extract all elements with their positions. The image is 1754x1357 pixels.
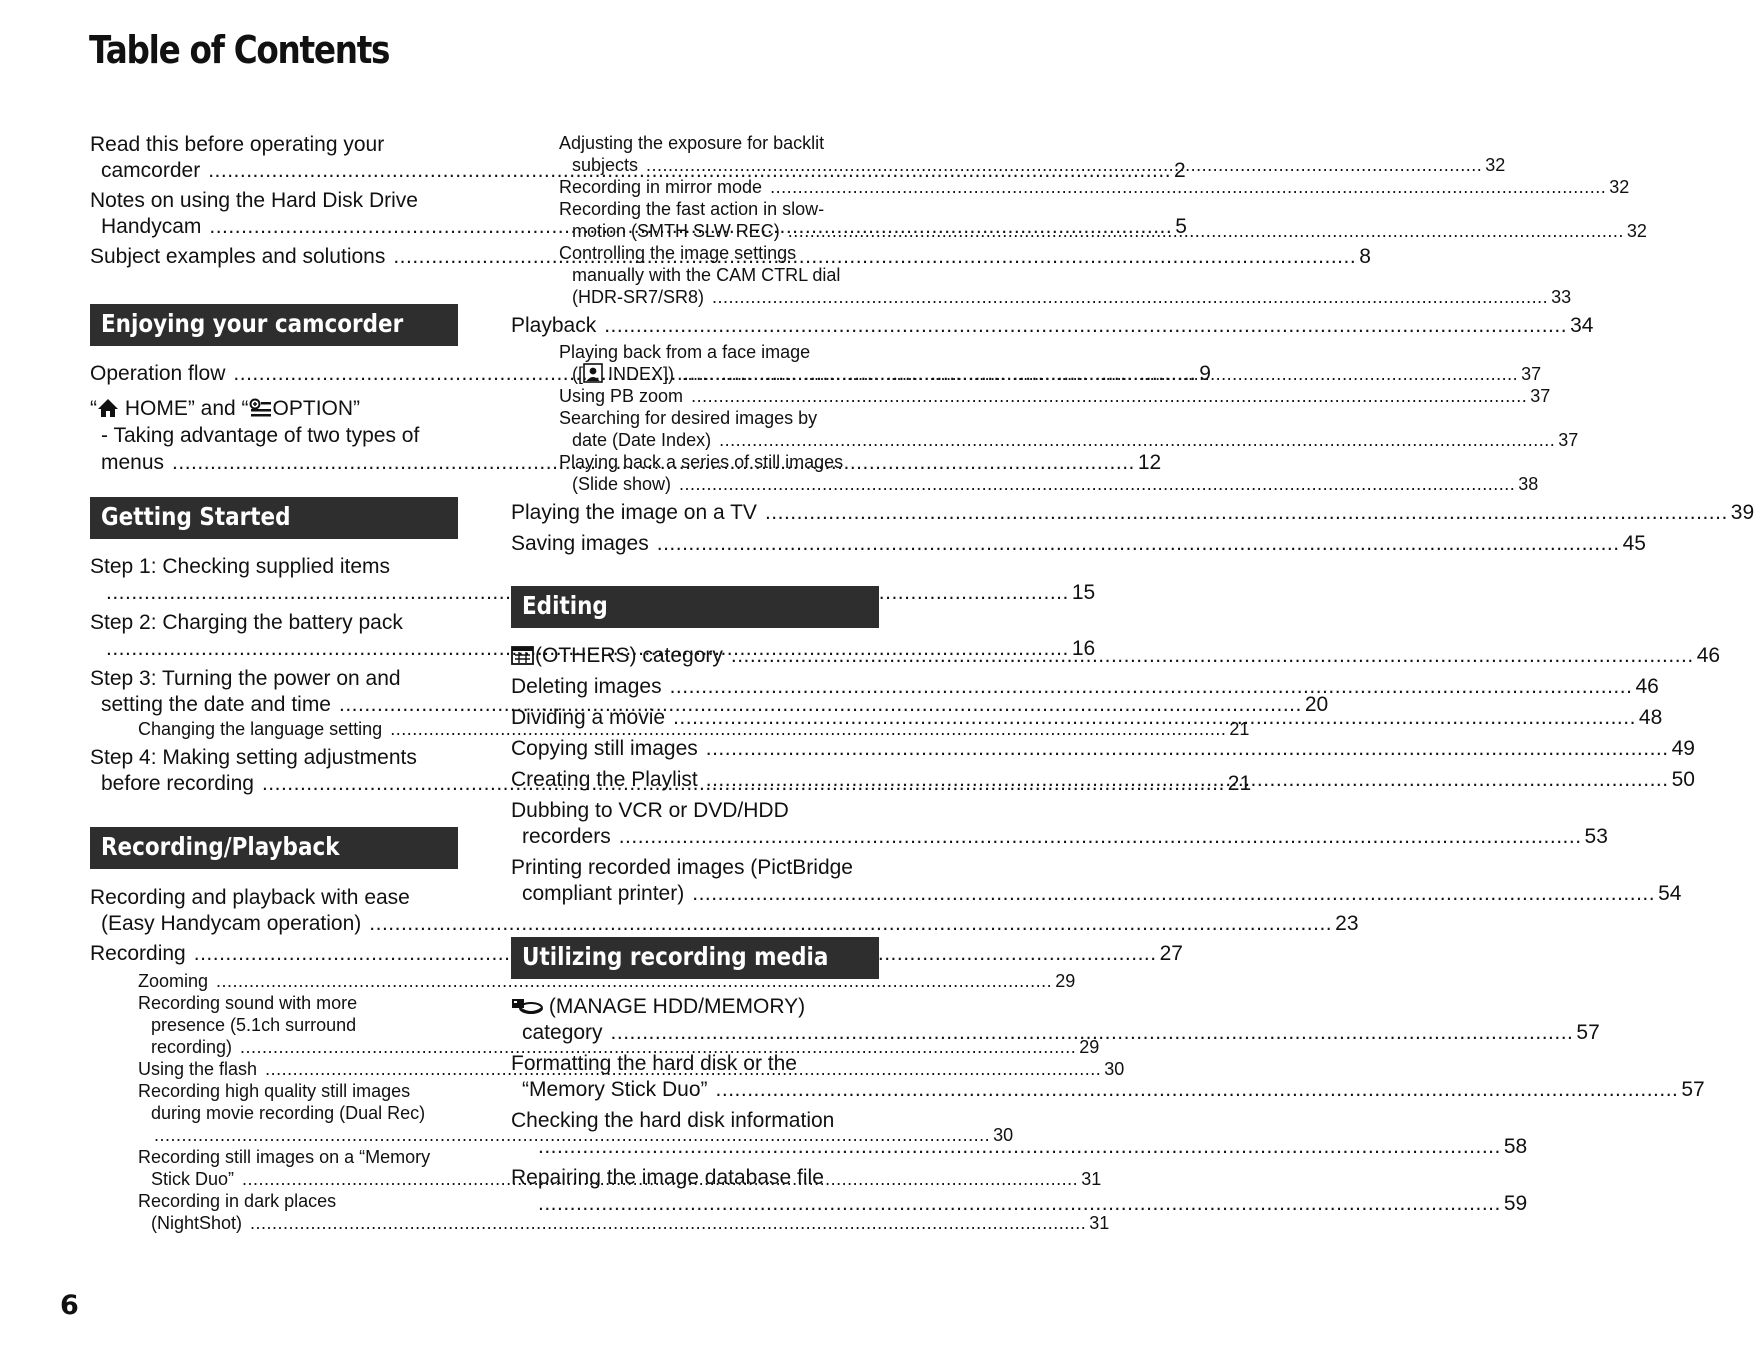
others-category-icon <box>511 645 535 665</box>
toc-subentry-pb-zoom[interactable]: Using PB zoom ..... 37 <box>559 385 879 407</box>
toc-subentry-backlit[interactable]: Adjusting the exposure for backlit subjects ..... 32 <box>559 132 879 176</box>
section-heading-getting-started: Getting Started <box>90 497 458 539</box>
toc-entry-easy-handycam[interactable]: Recording and playback with ease (Easy Handycam operation) ..... 23 <box>90 885 458 937</box>
toc-entry-step3[interactable]: Step 3: Turning the power on and setting the date and time ..... 20 <box>90 666 458 718</box>
toc-entry-others-category[interactable]: (OTHERS) category ..... 46 <box>511 643 879 669</box>
toc-entry-manage-hdd-memory[interactable]: (MANAGE HDD/MEMORY) category ..... 57 <box>511 994 879 1046</box>
toc-entry-printing[interactable]: Printing recorded images (PictBridge compliant printer) ..... 54 <box>511 855 879 907</box>
toc-subentry-dual-rec[interactable]: Recording high quality still images during movie recording (Dual Rec) .....30 <box>138 1080 458 1146</box>
toc-entry-playback[interactable]: Playback ..... 34 <box>511 313 879 339</box>
toc-subentry-surround-sound[interactable]: Recording sound with more presence (5.1ch surround recording) ..... 29 <box>138 992 458 1058</box>
toc-entry-copying[interactable]: Copying still images ..... 49 <box>511 736 879 762</box>
toc-entry-playlist[interactable]: Creating the Playlist ..... 50 <box>511 767 879 793</box>
toc-subentry-flash[interactable]: Using the flash ..... 30 <box>138 1058 458 1080</box>
toc-subentry-memory-stick[interactable]: Recording still images on a “Memory Stick Duo” ..... 31 <box>138 1146 458 1190</box>
toc-entry-saving-images[interactable]: Saving images ..... 45 <box>511 531 879 557</box>
toc-entry-step1[interactable]: Step 1: Checking supplied items .....15 <box>90 554 458 606</box>
toc-entry-step2[interactable]: Step 2: Charging the battery pack .....16 <box>90 610 458 662</box>
toc-entry-read-this[interactable]: Read this before operating your camcorder ..... 2 <box>90 132 458 184</box>
toc-entry-dubbing[interactable]: Dubbing to VCR or DVD/HDD recorders ..... 53 <box>511 798 879 850</box>
home-icon <box>97 398 119 418</box>
section-heading-editing: Editing <box>511 586 879 628</box>
toc-entry-operation-flow[interactable]: Operation flow ..... 9 <box>90 361 458 387</box>
toc-subentry-zooming[interactable]: Zooming ..... 29 <box>138 970 458 992</box>
toc-subentry-cam-ctrl[interactable]: Controlling the image settings manually with the CAM CTRL dial (HDR-SR7/SR8) ..... 33 <box>559 242 879 308</box>
toc-entry-play-on-tv[interactable]: Playing the image on a TV ..... 39 <box>511 500 879 526</box>
toc-entry-recording[interactable]: Recording ..... 27 <box>90 941 458 967</box>
section-heading-recording-media: Utilizing recording media <box>511 937 879 979</box>
toc-entry-home-option[interactable]: “ HOME” and “ OPTION” - Taking advantage of two types of menus ..... 12 <box>90 395 458 476</box>
toc-subentry-mirror[interactable]: Recording in mirror mode ..... 32 <box>559 176 879 198</box>
page-title: Table of Contents <box>89 28 390 72</box>
manage-media-icon <box>511 996 543 1016</box>
toc-subentry-smooth-slow[interactable]: Recording the fast action in slow- motion (SMTH SLW REC) ..... 32 <box>559 198 879 242</box>
toc-subentry-slide-show[interactable]: Playing back a series of still images (Slide show) ..... 38 <box>559 451 879 495</box>
page-number: 6 <box>60 1290 79 1321</box>
toc-entry-formatting[interactable]: Formatting the hard disk or the “Memory Stick Duo” ..... 57 <box>511 1051 879 1103</box>
toc-entry-subject-examples[interactable]: Subject examples and solutions ..... 8 <box>90 244 458 270</box>
face-index-icon <box>583 363 603 383</box>
toc-entry-deleting[interactable]: Deleting images ..... 46 <box>511 674 879 700</box>
toc-entry-dividing[interactable]: Dividing a movie ..... 48 <box>511 705 879 731</box>
toc-subentry-nightshot[interactable]: Recording in dark places (NightShot) ..... 31 <box>138 1190 458 1234</box>
toc-subentry-face-index[interactable]: Playing back from a face image ([ INDEX]) ..... 37 <box>559 341 879 385</box>
toc-entry-step4[interactable]: Step 4: Making setting adjustments before recording ..... 21 <box>90 745 458 797</box>
section-heading-recording-playback: Recording/Playback <box>90 827 458 869</box>
option-icon <box>249 398 273 418</box>
toc-entry-repairing-database[interactable]: Repairing the image database file .....59 <box>511 1165 879 1217</box>
section-heading-enjoying: Enjoying your camcorder <box>90 304 458 346</box>
toc-subentry-date-index[interactable]: Searching for desired images by date (Date Index) ..... 37 <box>559 407 879 451</box>
toc-entry-notes-hdd[interactable]: Notes on using the Hard Disk Drive Handycam ..... 5 <box>90 188 458 240</box>
toc-entry-checking-hdd[interactable]: Checking the hard disk information .....58 <box>511 1108 879 1160</box>
toc-subentry-language[interactable]: Changing the language setting ..... 21 <box>138 718 458 740</box>
